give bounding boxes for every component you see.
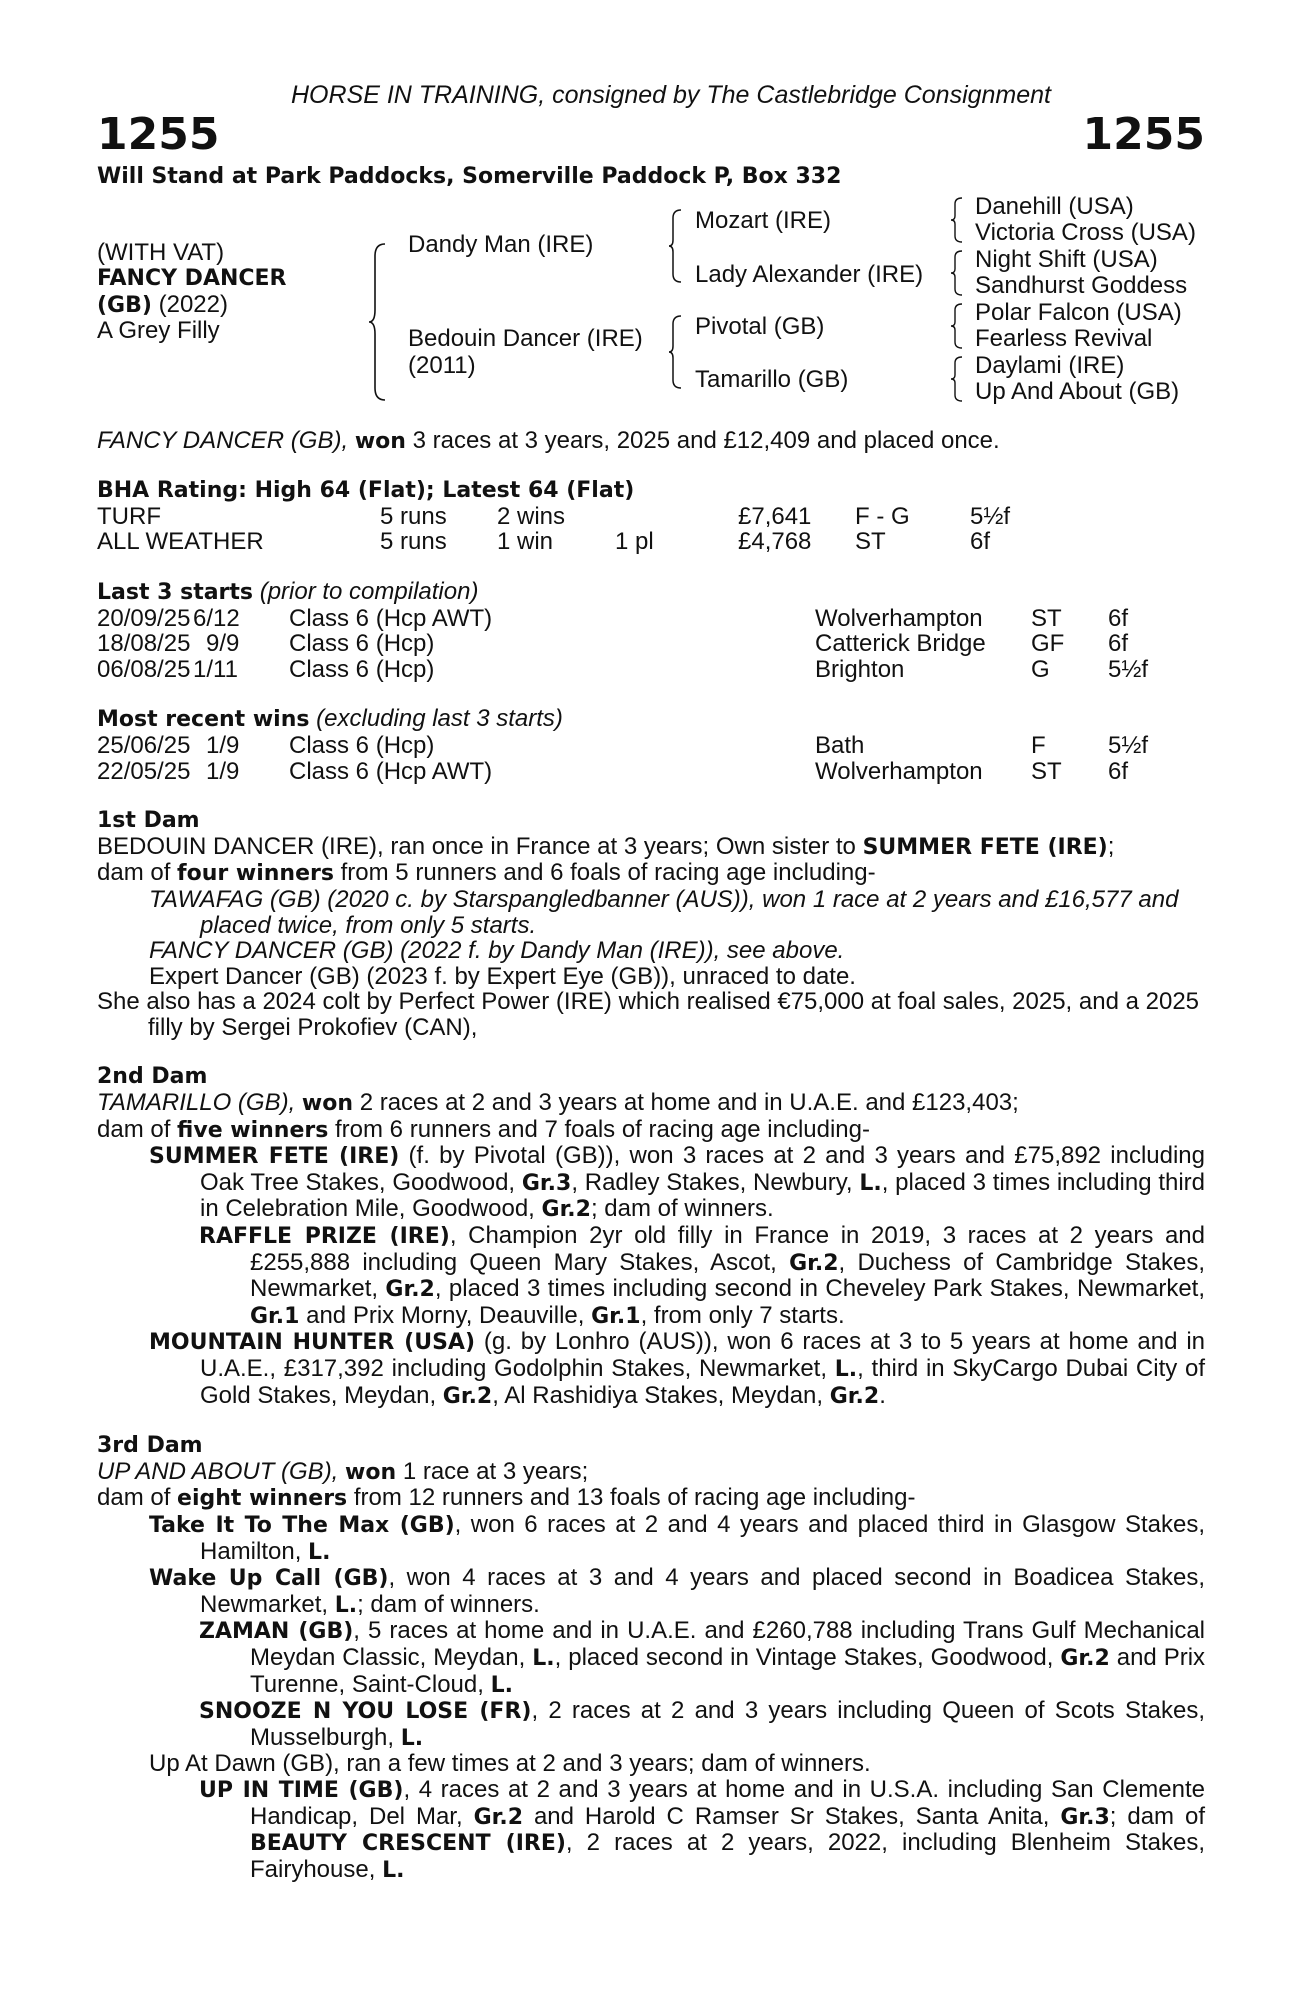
produce-text: , Champion 2yr old filly in France in 2019, 3 races at 2 years and £255,888 including Queen Mary Stakes, Ascot, [250, 1222, 1205, 1276]
pedigree-sire-sire: Mozart (IRE) [695, 206, 832, 234]
start-class: Class 6 (Hcp) [289, 655, 435, 683]
stand-location: Will Stand at Park Paddocks, Somerville Paddock P, Box 332 [97, 164, 842, 189]
listed-badge: L. [490, 1672, 513, 1698]
start-going: GF [1031, 630, 1065, 658]
race-summary [97, 428, 1205, 455]
recent-wins-heading: Most recent wins [97, 707, 310, 733]
produce-text: , placed second in Vintage Stakes, Goodwood, [554, 1643, 1054, 1671]
win-class: Class 6 (Hcp) [289, 731, 435, 759]
recent-wins-block [97, 706, 1205, 784]
first-dam-punct: ; [1107, 832, 1115, 860]
pedigree-dam-year: (2011) [408, 351, 476, 379]
rating-distance: 5½f [970, 502, 1011, 530]
produce-text: ; dam of winners. [590, 1195, 774, 1223]
start-position: 9/9 [206, 630, 240, 658]
pedigree-table [97, 192, 1205, 422]
pedigree-gen3-1: Danehill (USA) [975, 192, 1134, 220]
pedigree-gen3-4: Sandhurst Goddess [975, 271, 1188, 299]
produce-text: , 2 races at 2 and 3 years including Queen of Scots Stakes, Musselburgh, [250, 1697, 1206, 1751]
produce-entry [97, 1618, 1205, 1698]
last-starts-block [97, 579, 1205, 682]
horse-country: (GB) [97, 292, 152, 318]
bha-rating-heading: BHA Rating: High 64 (Flat); Latest 64 (Flat) [97, 478, 635, 504]
pedigree-brace-g4 [950, 355, 964, 403]
last-starts-note: (prior to compilation) [259, 577, 479, 605]
winners-count: five winners [177, 1117, 329, 1143]
dam-of-label: dam of [97, 859, 171, 887]
grade-badge: Gr.2 [473, 1804, 523, 1830]
start-going: G [1031, 655, 1050, 683]
win-going: ST [1031, 757, 1062, 785]
produce-name: Wake Up Call (GB) [149, 1566, 389, 1592]
third-dam-heading: 3rd Dam [97, 1433, 203, 1459]
pedigree-dam-dam: Tamarillo (GB) [695, 365, 849, 393]
pedigree-gen3-2: Victoria Cross (USA) [975, 218, 1196, 246]
winners-count: four winners [177, 861, 334, 887]
pedigree-dam: Bedouin Dancer (IRE) [408, 324, 643, 352]
produce-entry: Expert Dancer (GB) (2023 f. by Expert Eye (GB)), unraced to date. [149, 962, 856, 990]
second-dam-line [97, 1090, 1205, 1117]
start-date: 06/08/25 [97, 655, 191, 683]
first-dam-block [97, 808, 1205, 1040]
horse-description: A Grey Filly [97, 317, 220, 345]
produce-text: , Duchess of Cambridge Stakes, Newmarket, [250, 1248, 1206, 1303]
catalogue-page [97, 80, 1205, 1883]
grade-badge: Gr.2 [829, 1383, 880, 1409]
rating-row [97, 504, 1205, 530]
produce-text: ; dam of [1109, 1802, 1205, 1830]
bha-rating-block [97, 478, 1205, 555]
third-dam-produce-line [97, 1485, 1205, 1512]
rating-prize: £4,768 [738, 528, 812, 556]
produce-name: Take It To The Max (GB) [149, 1512, 455, 1538]
rating-going: ST [855, 528, 886, 556]
grade-badge: Gr.3 [1060, 1804, 1110, 1830]
horse-name: FANCY DANCER [97, 266, 287, 292]
summary-won: won [354, 428, 406, 454]
win-position: 1/9 [206, 757, 240, 785]
first-dam-heading: 1st Dam [97, 808, 200, 834]
pedigree-gen3-8: Up And About (GB) [975, 377, 1180, 405]
pedigree-gen3-7: Daylami (IRE) [975, 351, 1125, 379]
start-distance: 6f [1108, 604, 1129, 632]
second-dam-heading: 2nd Dam [97, 1064, 208, 1090]
produce-entry [97, 1698, 1205, 1751]
produce-text: ; dam of winners. [357, 1590, 540, 1618]
start-class: Class 6 (Hcp) [289, 630, 435, 658]
start-date: 18/08/25 [97, 630, 191, 658]
pedigree-sire-dam: Lady Alexander (IRE) [695, 260, 924, 288]
last-starts-heading: Last 3 starts [97, 579, 254, 605]
produce-text: , Al Rashidiya Stakes, Meydan, [492, 1381, 824, 1409]
rating-runs: 5 runs [380, 502, 447, 530]
start-going: ST [1031, 604, 1062, 632]
start-distance: 6f [1108, 630, 1129, 658]
third-dam-block [97, 1433, 1205, 1883]
produce-entry [97, 1512, 1205, 1565]
win-position: 1/9 [206, 731, 240, 759]
start-course: Wolverhampton [815, 604, 983, 632]
dam-of-label: dam of [97, 1115, 171, 1143]
win-course: Wolverhampton [815, 757, 983, 785]
start-course: Catterick Bridge [815, 630, 986, 658]
rating-surface: ALL WEATHER [97, 528, 264, 556]
lot-number-row [97, 110, 1205, 160]
produce-entry: FANCY DANCER (GB) (2022 f. by Dandy Man (IRE)), see above. [149, 937, 845, 965]
lot-number-left: 1255 [97, 109, 220, 160]
third-dam-record: 1 race at 3 years; [402, 1457, 589, 1485]
produce-text: , 5 races at home and in U.A.E. and £260,788 including Trans Gulf Mechanical Meydan Classic, Meydan, [250, 1617, 1205, 1671]
third-dam-line [97, 1459, 1205, 1486]
won-label: won [345, 1459, 397, 1485]
produce-name: RAFFLE PRIZE (IRE) [199, 1224, 450, 1250]
win-date: 22/05/25 [97, 757, 191, 785]
produce-name: ZAMAN (GB) [199, 1619, 354, 1645]
rating-runs: 5 runs [380, 528, 447, 556]
win-distance: 6f [1108, 757, 1129, 785]
win-date: 25/06/25 [97, 731, 191, 759]
listed-badge: L. [308, 1539, 331, 1565]
pedigree-gen3-6: Fearless Revival [975, 324, 1153, 352]
produce-text: (f. by Pivotal (GB)), won 3 races at 2 and 3 years and £75,892 including Oak Tree Stakes, Goodwood, [200, 1142, 1206, 1196]
pedigree-gen3-3: Night Shift (USA) [975, 245, 1158, 273]
listed-badge: L. [382, 1857, 405, 1883]
produce-name: SNOOZE N YOU LOSE (FR) [199, 1699, 532, 1725]
pedigree-brace-g1 [950, 196, 964, 244]
win-course: Bath [815, 731, 865, 759]
produce-text: , third in SkyCargo Dubai City of Gold Stakes, Meydan, [200, 1355, 1205, 1409]
rating-distance: 6f [970, 528, 991, 556]
start-row [97, 631, 1205, 657]
produce-text: and Harold C Ramser Sr Stakes, Santa Anita, [533, 1802, 1050, 1830]
consignor-line: HORSE IN TRAINING, consigned by The Castlebridge Consignment [290, 81, 1052, 109]
produce-entry: TAWAFAG (GB) (2020 c. by Starspangledbanner (AUS)), won 1 race at 2 years and £16,577 and placed twice, from only 5 starts. [149, 885, 1179, 939]
grade-badge: Gr.1 [250, 1303, 300, 1329]
start-position: 6/12 [193, 604, 240, 632]
produce-entry [97, 1143, 1205, 1223]
grade-badge: Gr.1 [591, 1303, 641, 1329]
rating-prize: £7,641 [738, 502, 812, 530]
produce-text: , 2 races at 2 years, 2022, including Blenheim Stakes, Fairyhouse, [250, 1829, 1205, 1883]
summary-horse: FANCY DANCER (GB), [97, 426, 349, 454]
start-course: Brighton [815, 655, 905, 683]
rating-surface: TURF [97, 502, 161, 530]
vat-note: (WITH VAT) [97, 238, 225, 266]
produce-entry: Up At Dawn (GB), ran a few times at 2 and 3 years; dam of winners. [149, 1750, 871, 1778]
second-dam-produce-line [97, 1117, 1205, 1144]
win-distance: 5½f [1108, 731, 1149, 759]
produce-text: . [879, 1381, 886, 1409]
first-dam-text: BEDOUIN DANCER (IRE), ran once in France at 3 years; Own sister to [97, 832, 856, 860]
grade-badge: Gr.2 [541, 1197, 591, 1223]
produce-text: , placed 3 times including second in Cheveley Park Stakes, Newmarket, [434, 1275, 1206, 1303]
grade-badge: Gr.2 [442, 1383, 493, 1409]
produce-entry [97, 1329, 1205, 1409]
pedigree-brace-dam [667, 314, 683, 390]
start-date: 20/09/25 [97, 604, 191, 632]
produce-text: and Prix Turenne, Saint-Cloud, [250, 1643, 1206, 1698]
produce-text: , Radley Stakes, Newbury, [571, 1168, 853, 1196]
produce-name: MOUNTAIN HUNTER (USA) [149, 1330, 475, 1356]
start-class: Class 6 (Hcp AWT) [289, 604, 493, 632]
pedigree-brace-g2 [950, 249, 964, 297]
produce-text: (g. by Lonhro (AUS)), won 6 races at 3 to 5 years at home and in U.A.E., £317,392 including Godolphin Stakes, Newmarket, [200, 1328, 1205, 1382]
recent-wins-note: (excluding last 3 starts) [316, 705, 563, 733]
grade-badge: Gr.2 [385, 1277, 435, 1303]
rating-wins: 2 wins [497, 502, 566, 530]
rating-placed: 1 pl [615, 528, 654, 556]
grade-badge: Gr.3 [521, 1170, 572, 1196]
produce-text: , placed 3 times including third in Celebration Mile, Goodwood, [200, 1168, 1206, 1223]
horse-year: (2022) [158, 290, 228, 318]
start-position: 1/11 [193, 655, 238, 683]
grade-badge: Gr.2 [1060, 1645, 1110, 1671]
won-label: won [301, 1091, 354, 1117]
runners-foals-text: from 12 runners and 13 foals of racing age including- [353, 1484, 916, 1512]
lot-number-right: 1255 [1082, 109, 1205, 160]
runners-foals-text: from 6 runners and 7 foals of racing age including- [335, 1115, 870, 1143]
first-dam-note: She also has a 2024 colt by Perfect Power (IRE) which realised €75,000 at foal sales, 2025, and a 2025 filly by Sergei Prokofiev (CAN), [97, 988, 1200, 1041]
pedigree-brace-main [367, 242, 389, 402]
pedigree-dam-sire: Pivotal (GB) [695, 312, 825, 340]
produce-text: , from only 7 starts. [640, 1301, 845, 1329]
start-row [97, 606, 1205, 632]
pedigree-brace-sire [667, 208, 683, 284]
winners-count: eight winners [177, 1486, 348, 1512]
second-dam-name: TAMARILLO (GB), [97, 1089, 296, 1117]
rating-wins: 1 win [497, 528, 554, 556]
produce-text: , 4 races at 2 and 3 years at home and in U.S.A. including San Clemente Handicap, Del Mar, [250, 1775, 1205, 1830]
runners-foals-text: from 5 runners and 6 foals of racing age including- [340, 859, 876, 887]
third-dam-name: UP AND ABOUT (GB), [97, 1457, 339, 1485]
horse-identity [97, 240, 287, 344]
produce-entry [97, 1565, 1205, 1618]
rating-row [97, 529, 1205, 555]
start-row [97, 657, 1205, 683]
rating-going: F - G [855, 502, 910, 530]
produce-name: UP IN TIME (GB) [199, 1777, 404, 1803]
pedigree-gen3-5: Polar Falcon (USA) [975, 298, 1182, 326]
produce-text: , won 4 races at 3 and 4 years and placed second in Boadicea Stakes, Newmarket, [200, 1564, 1205, 1618]
produce-name: BEAUTY CRESCENT (IRE) [250, 1831, 566, 1857]
produce-entry [97, 1777, 1205, 1883]
second-dam-block [97, 1064, 1205, 1409]
produce-entry [97, 1223, 1205, 1329]
produce-name: SUMMER FETE (IRE) [149, 1144, 400, 1170]
dam-of-label: dam of [97, 1484, 171, 1512]
first-dam-produce-line [97, 860, 1205, 887]
start-distance: 5½f [1108, 655, 1149, 683]
listed-badge: L. [400, 1725, 424, 1751]
first-dam-line [97, 834, 1205, 861]
listed-badge: L. [334, 1592, 358, 1618]
listed-badge: L. [859, 1170, 882, 1196]
pedigree-brace-g3 [950, 302, 964, 350]
produce-text: , won 6 races at 2 and 4 years and placed third in Glasgow Stakes, Hamilton, [200, 1510, 1205, 1565]
summary-text: 3 races at 3 years, 2025 and £12,409 and placed once. [412, 426, 1000, 454]
pedigree-sire: Dandy Man (IRE) [408, 230, 594, 258]
listed-badge: L. [532, 1645, 555, 1671]
win-row [97, 733, 1205, 759]
first-dam-sister: SUMMER FETE (IRE) [862, 834, 1108, 860]
listed-badge: L. [834, 1357, 858, 1382]
produce-text: and Prix Morny, Deauville, [306, 1301, 585, 1329]
second-dam-record: 2 races at 2 and 3 years at home and in U.A.E. and £123,403; [359, 1089, 1019, 1117]
grade-badge: Gr.2 [789, 1250, 839, 1276]
win-row [97, 759, 1205, 785]
win-going: F [1031, 731, 1046, 759]
win-class: Class 6 (Hcp AWT) [289, 757, 493, 785]
